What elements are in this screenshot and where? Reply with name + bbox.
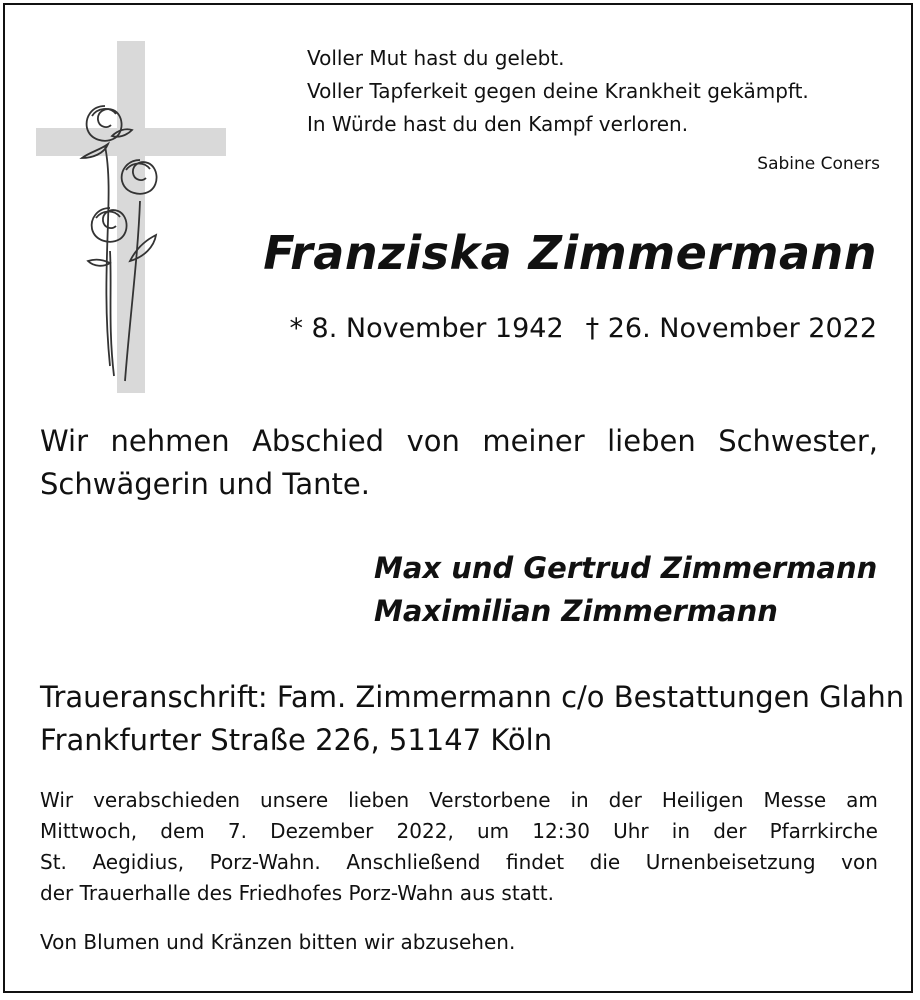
word: um	[476, 819, 510, 843]
poem-line: Voller Mut hast du gelebt.	[307, 46, 565, 70]
word: Wir	[40, 788, 74, 812]
cross-with-roses-icon	[30, 36, 230, 396]
word: 2022,	[396, 819, 454, 843]
poem-author: Sabine Coners	[757, 154, 880, 174]
notice-line	[40, 816, 878, 847]
word: Mittwoch,	[40, 819, 138, 843]
word: Abschied	[252, 424, 385, 458]
life-dates	[255, 313, 877, 344]
word: Schwester,	[718, 424, 878, 458]
word: der	[608, 788, 642, 812]
birth-date: * 8. November 1942	[289, 313, 564, 344]
word: meiner	[482, 424, 585, 458]
word: nehmen	[110, 424, 230, 458]
word: in	[671, 819, 691, 843]
notice-line: der Trauerhalle des Friedhofes Porz-Wahn aus statt.	[40, 881, 554, 905]
word: dem	[160, 819, 205, 843]
word: Urnenbeisetzung	[645, 850, 816, 874]
mourner-name: Maximilian Zimmermann	[374, 594, 778, 628]
word: Anschließend	[346, 850, 481, 874]
word: findet	[506, 850, 565, 874]
word: Dezember	[270, 819, 374, 843]
notice-line	[40, 785, 878, 816]
word: Verstorbene	[429, 788, 551, 812]
address-line: Traueranschrift: Fam. Zimmermann c/o Bestattungen Glahn	[40, 680, 905, 714]
address-line: Frankfurter Straße 226, 51147 Köln	[40, 723, 553, 757]
word: in	[570, 788, 589, 812]
closing-note: Von Blumen und Kränzen bitten wir abzusehen.	[40, 930, 516, 954]
poem-line: Voller Tapferkeit gegen deine Krankheit gekämpft.	[307, 79, 809, 103]
word: Uhr	[613, 819, 649, 843]
word: von	[841, 850, 878, 874]
word: lieben	[607, 424, 696, 458]
word: Aegidius,	[92, 850, 185, 874]
mourners	[374, 547, 877, 633]
farewell-line: Schwägerin und Tante.	[40, 467, 370, 501]
word: Porz-Wahn.	[209, 850, 321, 874]
notice-line	[40, 847, 878, 878]
word: von	[406, 424, 460, 458]
poem-line: In Würde hast du den Kampf verloren.	[307, 112, 689, 136]
word: Messe	[763, 788, 827, 812]
death-date: † 26. November 2022	[585, 313, 877, 344]
poem	[307, 42, 877, 141]
word: Heiligen	[661, 788, 744, 812]
word: Pfarrkirche	[769, 819, 878, 843]
mourning-address	[40, 676, 904, 762]
farewell-line	[40, 420, 878, 463]
word: 12:30	[532, 819, 590, 843]
word: 7.	[227, 819, 248, 843]
deceased-name: Franziska Zimmermann	[263, 226, 877, 280]
word: die	[589, 850, 621, 874]
mourner-name: Max und Gertrud Zimmermann	[374, 551, 878, 585]
service-notice	[40, 785, 878, 909]
word: St.	[40, 850, 67, 874]
word: der	[713, 819, 747, 843]
word: unsere	[259, 788, 329, 812]
word: verabschieden	[93, 788, 241, 812]
word: am	[846, 788, 878, 812]
word: lieben	[348, 788, 410, 812]
farewell-text	[40, 420, 878, 506]
word: Wir	[40, 424, 89, 458]
